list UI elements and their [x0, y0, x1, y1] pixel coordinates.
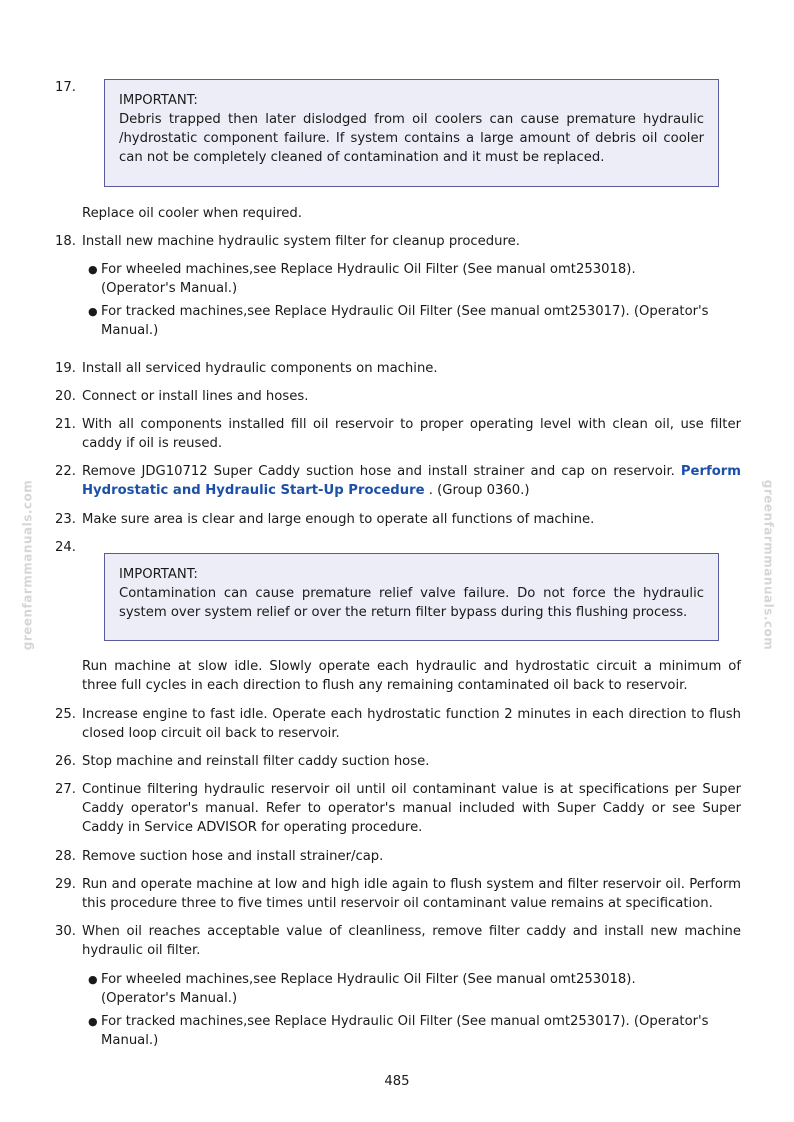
step-18-bullet-2: For tracked machines,see Replace Hydraulic Oil Filter (See manual omt253017). (Operator's Manual.): [101, 304, 709, 338]
step-30-number: 30.: [55, 924, 76, 939]
step-30-bullet-1: For wheeled machines,see Replace Hydraulic Oil Filter (See manual omt253018). (Operator's Manual.): [101, 972, 636, 1006]
step-24-text: Run machine at slow idle. Slowly operate each hydraulic and hydrostatic circuit a minimum of three full cycles in each direction to flush any remaining contaminated oil back to reservoir.: [82, 659, 741, 693]
step-22-text: [82, 462, 741, 500]
step-17-number: 17.: [55, 80, 76, 95]
step-25-text: Increase engine to fast idle. Operate each hydrostatic function 2 minutes in each direction to flush closed loop circuit oil back to reservoir.: [82, 707, 741, 741]
notice-text: Contamination can cause premature relief valve failure. Do not force the hydraulic system over system relief or over the return filter bypass during this flushing process.: [119, 586, 704, 620]
step-25-number: 25.: [55, 707, 76, 722]
step-30-text: When oil reaches acceptable value of cleanliness, remove filter caddy and install new machine hydraulic oil filter.: [82, 924, 741, 958]
step-28-text: Remove suction hose and install strainer/cap.: [82, 849, 384, 864]
bullet-icon: ●: [88, 263, 98, 276]
step-20-text: Connect or install lines and hoses.: [82, 389, 309, 404]
step-19-number: 19.: [55, 361, 76, 376]
startup-procedure-link[interactable]: Perform Hydrostatic and Hydraulic Start-Up Procedure: [82, 464, 741, 498]
important-notice-17: [104, 79, 719, 187]
step-29-number: 29.: [55, 877, 76, 892]
step-20-number: 20.: [55, 389, 76, 404]
step-18-text: Install new machine hydraulic system filter for cleanup procedure.: [82, 234, 520, 249]
step-24-number: 24.: [55, 540, 76, 555]
watermark-right: greenfarmmanuals.com: [761, 479, 776, 651]
step-29-text: Run and operate machine at low and high idle again to flush system and filter reservoir oil. Perform this procedure three to five times until reservoir oil contaminant value remains at specification.: [82, 877, 741, 911]
notice-title: IMPORTANT:: [119, 93, 198, 108]
step-22-text-after: . (Group 0360.): [424, 483, 530, 498]
bullet-icon: ●: [88, 305, 98, 318]
step-17-text: Replace oil cooler when required.: [82, 206, 302, 221]
step-26-text: Stop machine and reinstall filter caddy suction hose.: [82, 754, 430, 769]
step-22-number: 22.: [55, 464, 76, 479]
step-23-number: 23.: [55, 512, 76, 527]
bullet-icon: ●: [88, 1015, 98, 1028]
notice-title: IMPORTANT:: [119, 567, 198, 582]
bullet-icon: ●: [88, 973, 98, 986]
step-19-text: Install all serviced hydraulic components on machine.: [82, 361, 438, 376]
step-22-text-before: Remove JDG10712 Super Caddy suction hose and install strainer and cap on reservoir.: [82, 464, 681, 479]
page-number: 485: [384, 1074, 410, 1089]
step-28-number: 28.: [55, 849, 76, 864]
step-21-text: With all components installed fill oil reservoir to proper operating level with clean oil, use filter caddy if oil is reused.: [82, 417, 741, 451]
step-27-number: 27.: [55, 782, 76, 797]
step-27-text: Continue filtering hydraulic reservoir oil until oil contaminant value is at specifications per Super Caddy operator's manual. Refer to operator's manual included with Super Caddy or see Super Caddy in Service ADVISOR for operating procedure.: [82, 782, 741, 835]
watermark-left: greenfarmmanuals.com: [20, 479, 35, 651]
step-23-text: Make sure area is clear and large enough to operate all functions of machine.: [82, 512, 595, 527]
step-21-number: 21.: [55, 417, 76, 432]
step-18-bullet-1: For wheeled machines,see Replace Hydraulic Oil Filter (See manual omt253018). (Operator's Manual.): [101, 262, 636, 296]
step-30-bullet-2: For tracked machines,see Replace Hydraulic Oil Filter (See manual omt253017). (Operator's Manual.): [101, 1014, 709, 1048]
notice-text: Debris trapped then later dislodged from oil coolers can cause premature hydraulic /hydrostatic component failure. If system contains a large amount of debris oil cooler can not be completely cleaned of contamination and it must be replaced.: [119, 112, 704, 165]
important-notice-24: [104, 553, 719, 641]
step-18-number: 18.: [55, 234, 76, 249]
step-26-number: 26.: [55, 754, 76, 769]
